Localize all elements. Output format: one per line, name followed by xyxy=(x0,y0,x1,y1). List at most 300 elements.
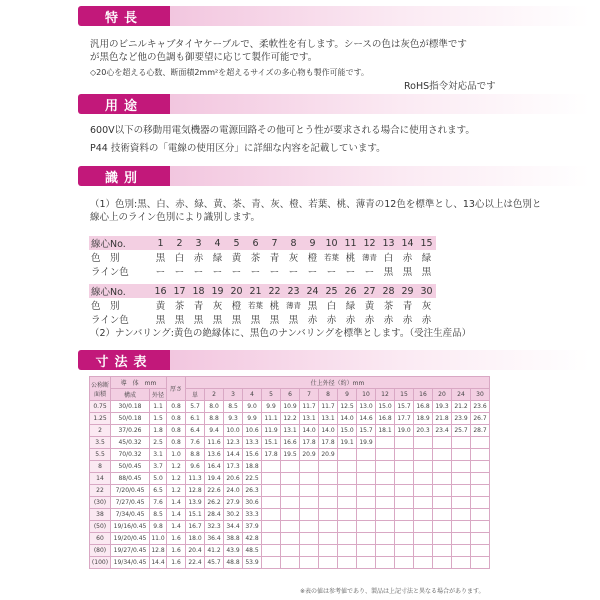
core-no: 12 xyxy=(360,236,379,250)
core-color: 緑 xyxy=(421,253,432,264)
heading-fade xyxy=(170,166,590,186)
line-color: 黒 xyxy=(212,315,223,326)
core-no: 24 xyxy=(303,284,322,298)
table-cell xyxy=(452,557,471,569)
heading-fade xyxy=(170,6,590,26)
table-cell: 19/20/0.45 xyxy=(111,533,150,545)
table-cell: 15.7 xyxy=(395,401,414,413)
table-cell xyxy=(452,437,471,449)
table-row xyxy=(90,521,490,533)
core-count-header: 9 xyxy=(338,389,357,401)
core-color: 灰 xyxy=(212,301,223,312)
table-cell: 20.3 xyxy=(414,425,433,437)
table-cell: 5.5 xyxy=(90,449,111,461)
table-cell xyxy=(433,557,452,569)
table-cell: 22.5 xyxy=(243,473,262,485)
table-cell xyxy=(319,533,338,545)
line-color: 黒 xyxy=(288,315,299,326)
table-cell: 13.6 xyxy=(205,449,224,461)
table-cell: 30/0.18 xyxy=(111,401,150,413)
table-cell: 1.0 xyxy=(167,449,186,461)
table-cell xyxy=(357,545,376,557)
table-cell xyxy=(471,473,490,485)
line-color: 赤 xyxy=(364,315,375,326)
core-color: 青 xyxy=(402,301,413,312)
table-cell: 6.1 xyxy=(186,413,205,425)
table-cell: 12.8 xyxy=(150,545,167,557)
table-cell: 22 xyxy=(90,485,111,497)
line-color-label: ライン色 xyxy=(91,315,129,326)
table-cell: 3.7 xyxy=(150,461,167,473)
core-color: 緑 xyxy=(345,301,356,312)
table-cell xyxy=(319,473,338,485)
table-cell: 19.9 xyxy=(357,437,376,449)
line-color: 赤 xyxy=(421,315,432,326)
table-cell: 9.8 xyxy=(150,521,167,533)
table-cell xyxy=(319,509,338,521)
table-cell xyxy=(433,485,452,497)
core-count-header: 4 xyxy=(243,389,262,401)
table-cell xyxy=(471,509,490,521)
table-cell: 13.3 xyxy=(243,437,262,449)
core-color: 白 xyxy=(326,301,337,312)
table-cell xyxy=(338,509,357,521)
table-cell: 15.0 xyxy=(376,401,395,413)
core-no: 27 xyxy=(360,284,379,298)
table-cell xyxy=(357,449,376,461)
core-no: 26 xyxy=(341,284,360,298)
table-cell: 20.9 xyxy=(319,449,338,461)
usage-text-1: 600V以下の移動用電気機器の電源回路その他可とう性が要求される場合に使用されます。 xyxy=(90,125,475,136)
table-cell xyxy=(338,497,357,509)
table-cell xyxy=(414,437,433,449)
core-color: 灰 xyxy=(288,253,299,264)
core-count-header: 5 xyxy=(262,389,281,401)
table-row xyxy=(90,449,490,461)
core-no: 2 xyxy=(170,236,189,250)
table-cell: 6.5 xyxy=(150,485,167,497)
color-table-1 xyxy=(89,236,436,278)
table-cell xyxy=(319,557,338,569)
table-cell: 15.1 xyxy=(186,509,205,521)
table-cell xyxy=(281,557,300,569)
table-cell: 28.4 xyxy=(205,509,224,521)
dimensions-table xyxy=(89,376,490,569)
line-color: 赤 xyxy=(345,315,356,326)
core-count-header: 12 xyxy=(376,389,395,401)
core-no: 17 xyxy=(170,284,189,298)
table-cell xyxy=(471,497,490,509)
table-cell: 3.5 xyxy=(90,437,111,449)
table-cell xyxy=(262,557,281,569)
table-cell: 2 xyxy=(90,425,111,437)
table-cell: 14.4 xyxy=(224,449,243,461)
core-color: 若葉 xyxy=(248,300,263,310)
core-color: 灰 xyxy=(421,301,432,312)
table-row xyxy=(90,413,490,425)
table-cell xyxy=(452,533,471,545)
table-cell: 16.4 xyxy=(205,461,224,473)
table-cell: 21.8 xyxy=(433,413,452,425)
core-color: 茶 xyxy=(250,253,261,264)
color-table-2 xyxy=(89,284,436,326)
table-cell: 3.1 xyxy=(150,449,167,461)
table-cell: 11.6 xyxy=(205,437,224,449)
table-cell: 1.25 xyxy=(90,413,111,425)
table-cell: 16.8 xyxy=(376,413,395,425)
core-no: 18 xyxy=(189,284,208,298)
core-count-header: 2 xyxy=(205,389,224,401)
table-cell: 45/0.32 xyxy=(111,437,150,449)
line-color: ー xyxy=(345,267,356,278)
table-cell xyxy=(262,545,281,557)
table-cell xyxy=(300,461,319,473)
table-cell: 1.4 xyxy=(167,497,186,509)
table-cell: 8.5 xyxy=(224,401,243,413)
table-cell xyxy=(471,545,490,557)
core-color: 赤 xyxy=(402,253,413,264)
table-row xyxy=(90,461,490,473)
features-note: ◇20心を超える心数、断面積2mm²を超えるサイズの多心物も製作可能です。 xyxy=(90,68,369,77)
table-cell: 17.3 xyxy=(224,461,243,473)
line-color: 黒 xyxy=(174,315,185,326)
table-cell: 13.1 xyxy=(281,425,300,437)
table-row xyxy=(90,485,490,497)
table-cell: 26.7 xyxy=(471,413,490,425)
table-cell: 5.0 xyxy=(150,473,167,485)
table-cell: 23.4 xyxy=(433,425,452,437)
table-cell: (50) xyxy=(90,521,111,533)
line-color: ー xyxy=(364,267,375,278)
table-cell xyxy=(357,521,376,533)
core-no: 14 xyxy=(398,236,417,250)
rohs-text: RoHS指令対応品です xyxy=(404,81,496,92)
core-color: 黒 xyxy=(307,301,318,312)
features-text-1: 汎用のビニルキャブタイヤケーブルで、柔軟性を有します。シースの色は灰色が標準です xyxy=(90,39,467,50)
table-cell: 26.3 xyxy=(243,485,262,497)
table-cell xyxy=(300,473,319,485)
table-cell: 8.8 xyxy=(186,449,205,461)
core-no: 23 xyxy=(284,284,303,298)
identification-text-1: （1）色別:黒、白、赤、緑、黄、茶、青、灰、橙、若葉、桃、薄青の12色を標準とし、13心以上は色別と xyxy=(90,199,542,210)
table-cell xyxy=(433,521,452,533)
table-cell: 43.9 xyxy=(224,545,243,557)
heading-fade xyxy=(170,94,590,114)
core-no: 1 xyxy=(151,236,170,250)
table-cell xyxy=(357,533,376,545)
table-cell: 14.0 xyxy=(300,425,319,437)
table-cell xyxy=(300,485,319,497)
core-count-header: 15 xyxy=(395,389,414,401)
table-cell xyxy=(300,497,319,509)
core-no: 10 xyxy=(322,236,341,250)
table-cell xyxy=(395,437,414,449)
table-cell xyxy=(414,485,433,497)
table-cell xyxy=(281,545,300,557)
table-cell: 7.6 xyxy=(186,437,205,449)
line-color: 赤 xyxy=(326,315,337,326)
core-count-header: 8 xyxy=(319,389,338,401)
table-cell xyxy=(357,497,376,509)
table-cell xyxy=(376,545,395,557)
table-cell: 1.6 xyxy=(167,557,186,569)
line-color: 黒 xyxy=(421,267,432,278)
table-cell: 12.5 xyxy=(338,401,357,413)
core-color: 茶 xyxy=(383,301,394,312)
table-cell: 28.7 xyxy=(471,425,490,437)
table-cell xyxy=(376,473,395,485)
core-count-header: 20 xyxy=(433,389,452,401)
table-cell xyxy=(338,557,357,569)
table-cell xyxy=(376,437,395,449)
table-cell: 16.7 xyxy=(186,521,205,533)
table-cell xyxy=(300,509,319,521)
table-cell: 7/27/0.45 xyxy=(111,497,150,509)
table-cell: 0.8 xyxy=(167,413,186,425)
table-cell xyxy=(376,509,395,521)
table-cell xyxy=(319,545,338,557)
table-cell xyxy=(319,521,338,533)
table-row xyxy=(90,545,490,557)
table-cell xyxy=(376,521,395,533)
core-no: 11 xyxy=(341,236,360,250)
table-cell xyxy=(376,461,395,473)
table-cell xyxy=(433,461,452,473)
core-no: 20 xyxy=(227,284,246,298)
color-label: 色 別 xyxy=(91,301,120,312)
line-color: 黒 xyxy=(269,315,280,326)
line-color: ー xyxy=(288,267,299,278)
table-cell: 26.2 xyxy=(205,497,224,509)
table-cell: 19/16/0.45 xyxy=(111,521,150,533)
table-cell xyxy=(376,485,395,497)
table-cell xyxy=(262,485,281,497)
table-cell xyxy=(471,437,490,449)
core-color: 黄 xyxy=(364,301,375,312)
table-cell: 23.9 xyxy=(452,413,471,425)
table-cell: 22.4 xyxy=(186,557,205,569)
table-cell xyxy=(357,509,376,521)
core-count-header: 3 xyxy=(224,389,243,401)
table-cell xyxy=(281,497,300,509)
table-cell: 19.4 xyxy=(205,473,224,485)
table-cell xyxy=(300,521,319,533)
table-cell: 1.6 xyxy=(167,545,186,557)
table-cell: 18.9 xyxy=(414,413,433,425)
line-color: 赤 xyxy=(402,315,413,326)
table-cell xyxy=(395,485,414,497)
table-cell xyxy=(452,509,471,521)
table-cell: 7.6 xyxy=(150,497,167,509)
core-no: 7 xyxy=(265,236,284,250)
table-cell xyxy=(414,545,433,557)
table-cell xyxy=(471,521,490,533)
table-cell: 38 xyxy=(90,509,111,521)
line-color: ー xyxy=(174,267,185,278)
table-cell xyxy=(281,485,300,497)
table-cell: 20.6 xyxy=(224,473,243,485)
line-color: 黒 xyxy=(250,315,261,326)
table-cell: 1.1 xyxy=(150,401,167,413)
table-cell: 18.8 xyxy=(243,461,262,473)
table-cell: 10.9 xyxy=(281,401,300,413)
table-cell: 15.1 xyxy=(262,437,281,449)
table-cell: (80) xyxy=(90,545,111,557)
table-cell xyxy=(433,545,452,557)
table-cell xyxy=(395,545,414,557)
core-color: 青 xyxy=(269,253,280,264)
strand-header: 構成 xyxy=(111,389,150,401)
table-row xyxy=(90,437,490,449)
table-cell: 14.6 xyxy=(357,413,376,425)
core-count-header: 24 xyxy=(452,389,471,401)
dimensions-heading-bar xyxy=(78,350,590,370)
table-cell: 14.0 xyxy=(319,425,338,437)
table-cell: 0.8 xyxy=(167,437,186,449)
core-no: 3 xyxy=(189,236,208,250)
table-cell: 17.7 xyxy=(395,413,414,425)
table-cell xyxy=(338,461,357,473)
core-no: 28 xyxy=(379,284,398,298)
table-cell xyxy=(338,521,357,533)
table-cell: 13.1 xyxy=(319,413,338,425)
table-cell xyxy=(300,545,319,557)
table-cell xyxy=(376,497,395,509)
core-no: 16 xyxy=(151,284,170,298)
table-cell xyxy=(414,521,433,533)
table-cell: 41.2 xyxy=(205,545,224,557)
table-cell xyxy=(300,533,319,545)
table-cell: 37.9 xyxy=(243,521,262,533)
table-cell: 11.3 xyxy=(186,473,205,485)
table-cell: 6.4 xyxy=(186,425,205,437)
table-cell xyxy=(395,449,414,461)
table-cell: 33.3 xyxy=(243,509,262,521)
table-cell: 15.0 xyxy=(338,425,357,437)
table-cell: 9.9 xyxy=(262,401,281,413)
core-no: 4 xyxy=(208,236,227,250)
core-count-header: 16 xyxy=(414,389,433,401)
core-no: 21 xyxy=(246,284,265,298)
line-color: 黒 xyxy=(155,315,166,326)
features-heading-bar xyxy=(78,6,590,26)
table-row xyxy=(90,425,490,437)
line-color: ー xyxy=(307,267,318,278)
table-cell xyxy=(357,485,376,497)
line-color: ー xyxy=(212,267,223,278)
table-cell: 14.0 xyxy=(338,413,357,425)
core-color: 黄 xyxy=(155,301,166,312)
table-row xyxy=(90,509,490,521)
table-cell: 5.7 xyxy=(186,401,205,413)
core-color: 薄青 xyxy=(286,300,301,310)
table-cell: 9.4 xyxy=(205,425,224,437)
heading-fade xyxy=(170,350,590,370)
table-cell: 7/20/0.45 xyxy=(111,485,150,497)
table-cell xyxy=(414,473,433,485)
core-count-header: 7 xyxy=(300,389,319,401)
table-cell xyxy=(395,473,414,485)
core-color: 黄 xyxy=(231,253,242,264)
core-no: 22 xyxy=(265,284,284,298)
table-cell: 13.1 xyxy=(300,413,319,425)
table-cell: 1.2 xyxy=(167,485,186,497)
table-cell xyxy=(338,545,357,557)
table-cell xyxy=(319,497,338,509)
table-cell: 19/34/0.45 xyxy=(111,557,150,569)
table-cell xyxy=(433,533,452,545)
table-cell xyxy=(281,533,300,545)
table-row xyxy=(90,473,490,485)
table-cell xyxy=(452,449,471,461)
table-cell xyxy=(452,461,471,473)
conductor-od-header: 外径 xyxy=(150,389,167,401)
core-no: 8 xyxy=(284,236,303,250)
core-no-label: 線心No. xyxy=(89,236,151,250)
table-cell: 36.4 xyxy=(205,533,224,545)
table-row xyxy=(90,401,490,413)
core-color: 白 xyxy=(383,253,394,264)
table-cell xyxy=(262,533,281,545)
features-text-2: が黒色など他の色調も御要望に応じて製作可能です。 xyxy=(90,52,318,63)
line-color: ー xyxy=(155,267,166,278)
usage-heading-bar xyxy=(78,94,590,114)
table-cell xyxy=(414,449,433,461)
table-cell: 11.7 xyxy=(300,401,319,413)
table-cell xyxy=(376,449,395,461)
dimensions-footnote: ※表の値は参考値であり、製品は上記寸法と異なる場合があります。 xyxy=(300,588,485,595)
table-cell: 20.4 xyxy=(186,545,205,557)
table-cell: (30) xyxy=(90,497,111,509)
line-color: 赤 xyxy=(307,315,318,326)
table-cell: 25.7 xyxy=(452,425,471,437)
table-cell: 22.6 xyxy=(205,485,224,497)
core-color: 青 xyxy=(193,301,204,312)
table-row xyxy=(90,497,490,509)
table-cell: 9.6 xyxy=(186,461,205,473)
core-no: 13 xyxy=(379,236,398,250)
table-cell: 11.0 xyxy=(150,533,167,545)
table-cell: 21.2 xyxy=(452,401,471,413)
table-cell: 16.6 xyxy=(281,437,300,449)
table-cell: 24.0 xyxy=(224,485,243,497)
core-no: 9 xyxy=(303,236,322,250)
table-cell xyxy=(471,461,490,473)
table-cell xyxy=(471,557,490,569)
table-cell xyxy=(262,473,281,485)
table-cell xyxy=(452,497,471,509)
table-cell xyxy=(281,521,300,533)
identification-heading: 識別 xyxy=(78,166,170,186)
color-label: 色 別 xyxy=(91,253,120,264)
table-cell xyxy=(262,509,281,521)
table-cell: 9.3 xyxy=(224,413,243,425)
outer-diameter-header: 仕上外径（約）mm xyxy=(186,377,490,389)
table-cell xyxy=(414,497,433,509)
table-cell: 17.8 xyxy=(319,437,338,449)
table-cell: 19/27/0.45 xyxy=(111,545,150,557)
table-cell: 48.5 xyxy=(243,545,262,557)
identification-text-3: （2）ナンバリング:黄色の絶縁体に、黒色のナンバリングを標準とします。（受注生産品） xyxy=(90,328,472,339)
core-count-header: 6 xyxy=(281,389,300,401)
core-color: 橙 xyxy=(307,253,318,264)
line-color: ー xyxy=(231,267,242,278)
identification-heading-bar xyxy=(78,166,590,186)
dimensions-heading: 寸法表 xyxy=(78,350,170,370)
table-cell: 50/0.45 xyxy=(111,461,150,473)
line-color: 黒 xyxy=(231,315,242,326)
core-no: 25 xyxy=(322,284,341,298)
